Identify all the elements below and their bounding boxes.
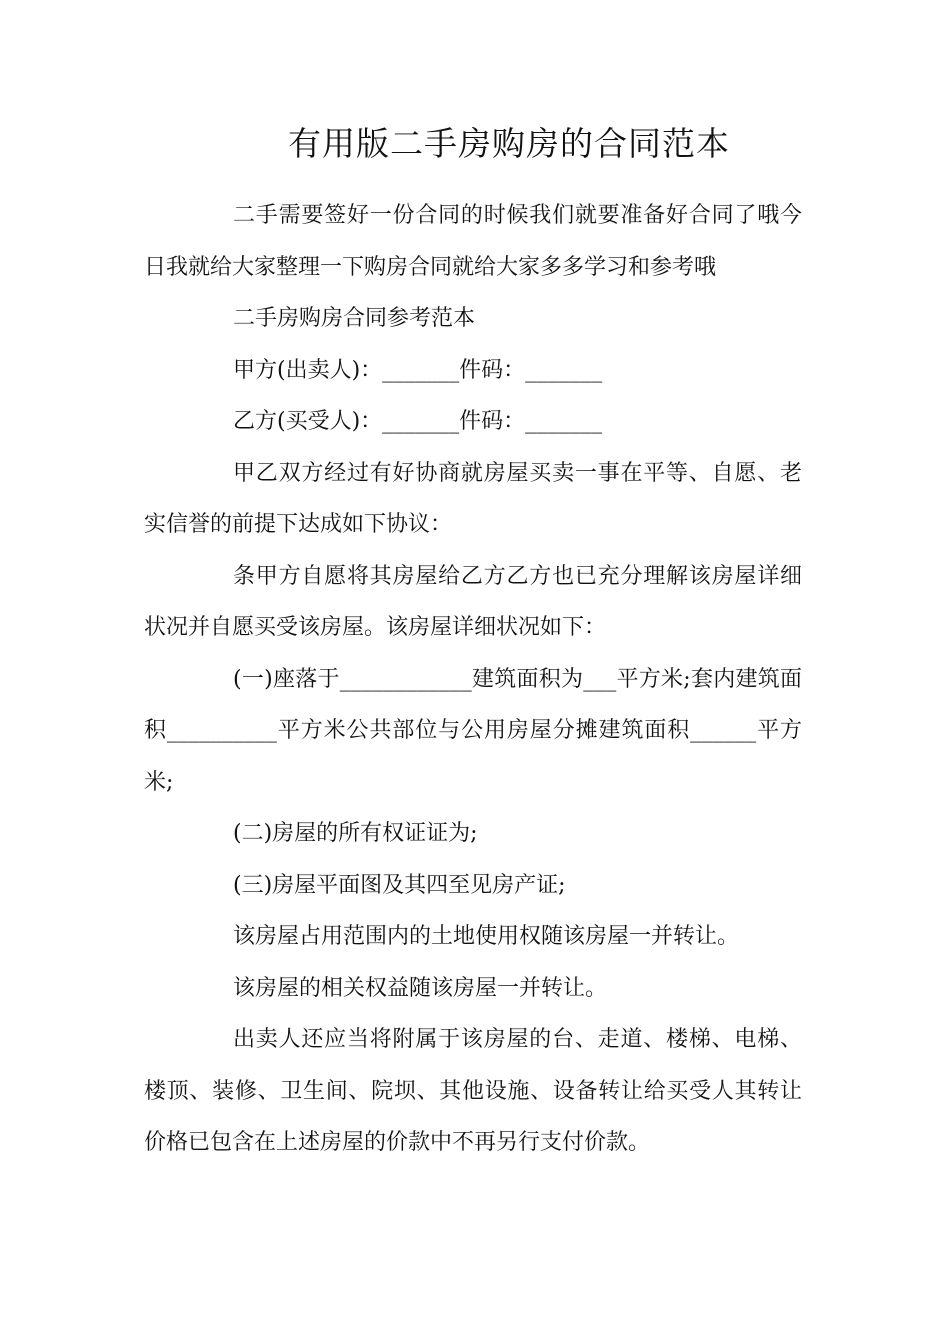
paragraph-facilities: 出卖人还应当将附属于该房屋的台、走道、楼梯、电梯、楼顶、装修、卫生间、院坝、其他设施、设备转让给买受人其转让价格已包含在上述房屋的价款中不再另行支付价款。 xyxy=(144,1027,802,1155)
paragraph-item-three: (三)房屋平面图及其四至见房产证; xyxy=(233,872,566,898)
paragraph-intro: 二手需要签好一份合同的时候我们就要准备好合同了哦今日我就给大家整理一下购房合同就给大家多多学习和参考哦 xyxy=(144,203,802,280)
document-body xyxy=(144,190,802,1169)
paragraph-land-use: 该房屋占用范围内的土地使用权随该房屋一并转让。 xyxy=(233,924,740,949)
paragraph-rights: 该房屋的相关权益随该房屋一并转让。 xyxy=(233,975,608,1001)
paragraph-party-a: 甲方(出卖人)：_______件码：_______ xyxy=(233,357,603,383)
paragraph-subtitle: 二手房购房合同参考范本 xyxy=(233,306,476,331)
paragraph-article-one: 条甲方自愿将其房屋给乙方乙方也已充分理解该房屋详细状况并自愿买受该房屋。该房屋详细状况如下： xyxy=(144,563,802,640)
paragraph-agreement: 甲乙双方经过有好协商就房屋买卖一事在平等、自愿、老实信誉的前提下达成如下协议： xyxy=(144,460,802,537)
paragraph-party-b: 乙方(买受人)：_______件码：_______ xyxy=(233,409,603,434)
document-title: 有用版二手房购房的合同范本 xyxy=(288,124,730,163)
paragraph-item-two: (二)房屋的所有权证证为; xyxy=(233,821,478,846)
paragraph-item-one: (一)座落于____________建筑面积为___平方米;套内建筑面积__________平方米公共部位与公用房屋分摊建筑面积______平方米; xyxy=(144,666,802,795)
